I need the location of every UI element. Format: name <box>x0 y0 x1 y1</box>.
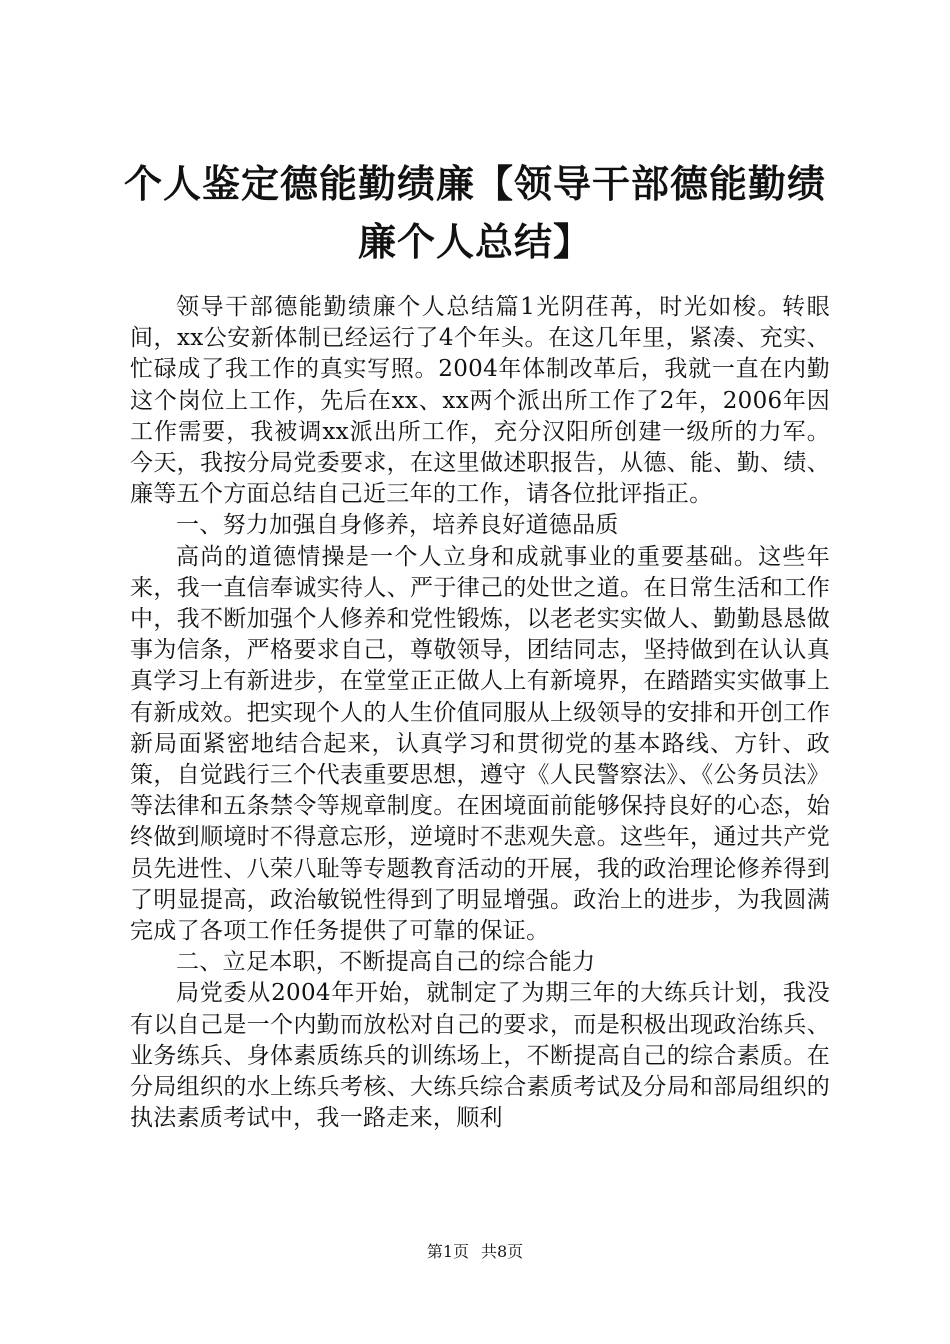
document-title: 个人鉴定德能勤绩廉【领导干部德能勤绩廉个人总结】 <box>123 162 826 264</box>
page-footer <box>0 1241 950 1263</box>
paragraph-section-1: 高尚的道德情操是一个人立身和成就事业的重要基础。这些年来，我一直信奉诚实待人、严于律己的处世之道。在日常生活和工作中，我不断加强个人修养和党性锻炼，以老老实实做人、勤勤恳恳做事为信条，严格要求自己，尊敬领导，团结同志，坚持做到在认认真真学习上有新进步，在堂堂正正做人上有新境界，在踏踏实实做事上有新成效。把实现个人的人生价值同服从上级领导的安排和开创工作新局面紧密地结合起来，认真学习和贯彻党的基本路线、方针、政策，自觉践行三个代表重要思想，遵守《人民警察法》、《公务员法》等法律和五条禁令等规章制度。在困境面前能够保持良好的心态，始终做到顺境时不得意忘形，逆境时不悲观失意。这些年，通过共产党员先进性、八荣八耻等专题教育活动的开展，我的政治理论修养得到了明显提高，政治敏锐性得到了明显增强。政治上的进步，为我圆满完成了各项工作任务提供了可靠的保证。 <box>130 543 830 945</box>
section-heading-2: 二、立足本职，不断提高自己的综合能力 <box>176 949 596 976</box>
page-number: 第1页 <box>426 1242 469 1261</box>
document-body <box>130 292 830 1134</box>
paragraph-section-2: 局党委从2004年开始，就制定了为期三年的大练兵计划，我没有以自己是一个内勤而放松对自己的要求，而是积极出现政治练兵、业务练兵、身体素质练兵的训练场上，不断提高自己的综合素质。在分局组织的水上练兵考核、大练兵综合素质考试及分局和部局组织的执法素质考试中，我一路走来，顺利 <box>130 980 830 1132</box>
section-heading-1: 一、努力加强自身修养，培养良好道德品质 <box>176 512 619 539</box>
paragraph-intro: 领导干部德能勤绩廉个人总结篇1光阴荏苒，时光如梭。转眼间，xx公安新体制已经运行了4个年头。在这几年里，紧凑、充实、忙碌成了我工作的真实写照。2004年体制改革后，我就一直在内勤这个岗位上工作，先后在xx、xx两个派出所工作了2年，2006年因工作需要，我被调xx派出所工作，充分汉阳所创建一级所的力军。今天，我按分局党委要求，在这里做述职报告，从德、能、勤、绩、廉等五个方面总结自己近三年的工作，请各位批评指正。 <box>130 294 830 508</box>
page-total: 共8页 <box>481 1242 524 1261</box>
